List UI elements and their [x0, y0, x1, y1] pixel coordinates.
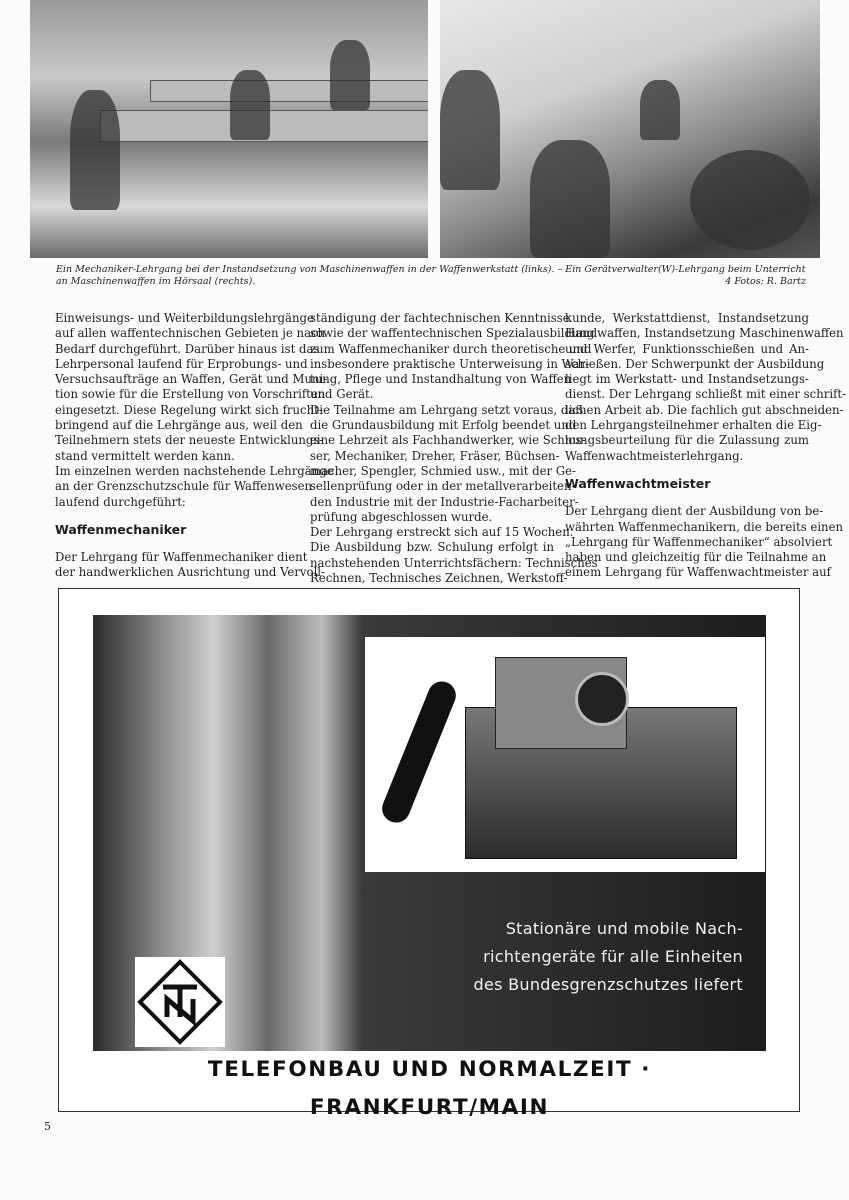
- text-line: Die Ausbildung bzw. Schulung erfolgt in: [310, 540, 554, 555]
- ad-photo-switchboard: [93, 615, 766, 1120]
- text-line: an der Grenzschutzschule für Waffenwesen: [55, 479, 313, 494]
- caption-text: Ein Mechaniker-Lehrgang bei der Instandsetzung von Maschinenwaffen in der Waffenwerkstatt (links). – Ein Gerätverwalter(W)-Lehrgang beim Unterricht an Maschinenwaffen im Hörsaal (rechts).: [56, 264, 806, 287]
- paragraph: [310, 402, 586, 525]
- photo-credit: 4 Fotos: R. Bartz: [725, 276, 806, 287]
- text-line: Die Teilnahme am Lehrgang setzt voraus, daß: [310, 402, 584, 417]
- photo-caption: [56, 264, 806, 288]
- text-line: die Grundausbildung mit Erfolg beendet und: [310, 418, 577, 433]
- paragraph: [55, 463, 334, 510]
- text-line: Bedarf durchgeführt. Darüber hinaus ist das: [55, 341, 320, 356]
- text-line: „Lehrgang für Waffenmechaniker“ absolviert: [565, 534, 833, 549]
- text-line: tion sowie für die Erstellung von Vorschriften: [55, 387, 326, 402]
- text-line: schießen. Der Schwerpunkt der Ausbildung: [565, 356, 825, 371]
- paragraph: [310, 525, 598, 586]
- text-line: den Lehrgangsteilnehmer erhalten die Eig-: [565, 418, 822, 433]
- rotary-dial-icon: [575, 672, 629, 726]
- text-line: ständigung der fachtechnischen Kenntnisse: [310, 311, 570, 325]
- tn-logo: [135, 957, 225, 1051]
- text-line: nachstehenden Unterrichtsfächern: Technisches: [310, 555, 598, 570]
- text-line: laufend durchgeführt:: [55, 494, 186, 509]
- slogan-line: des Bundesgrenzschutzes liefert: [473, 975, 743, 994]
- text-line: prüfung abgeschlossen wurde.: [310, 509, 493, 524]
- text-line: eingesetzt. Diese Regelung wirkt sich frucht-: [55, 402, 323, 417]
- text-line: währten Waffenmechanikern, die bereits einen: [565, 519, 844, 534]
- text-column-3: [565, 311, 847, 581]
- text-line: Einweisungs- und Weiterbildungslehrgänge: [55, 311, 314, 325]
- slogan-line: Stationäre und mobile Nach-: [505, 919, 743, 938]
- text-line: Waffenwachtmeisterlehrgang.: [565, 448, 744, 463]
- slogan-line: richtengeräte für alle Einheiten: [483, 947, 743, 966]
- text-line: zum Waffenmechaniker durch theoretische und: [310, 341, 592, 356]
- paragraph: [565, 311, 847, 464]
- text-line: tung, Pflege und Instandhaltung von Waffen: [310, 372, 572, 387]
- text-line: Der Lehrgang erstreckt sich auf 15 Wochen.: [310, 525, 574, 540]
- paragraph: [55, 550, 325, 581]
- text-line: sowie der waffentechnischen Spezialausbildung: [310, 326, 595, 341]
- page-number: 5: [44, 1120, 51, 1133]
- text-line: Im einzelnen werden nachstehende Lehrgänge: [55, 463, 334, 478]
- text-line: der handwerklichen Ausrichtung und Vervoll-: [55, 565, 325, 580]
- text-line: ser, Mechaniker, Dreher, Fräser, Büchsen-: [310, 448, 560, 463]
- text-line: Der Lehrgang für Waffenmechaniker dient: [55, 550, 308, 565]
- ad-slogan: [473, 915, 743, 999]
- text-line: den Industrie mit der Industrie-Facharbeiter-: [310, 494, 579, 509]
- text-line: stand vermittelt werden kann.: [55, 448, 235, 463]
- text-line: insbesondere praktische Unterweisung in War-: [310, 356, 590, 371]
- lecture-hall-photo: [440, 0, 820, 258]
- text-line: Lehrpersonal laufend für Erprobungs- und: [55, 356, 308, 371]
- text-line: lichen Arbeit ab. Die fachlich gut abschneiden-: [565, 402, 844, 417]
- text-line: haben und gleichzeitig für die Teilnahme an: [565, 550, 827, 565]
- text-line: Handwaffen, Instandsetzung Maschinenwaffen: [565, 326, 844, 341]
- paragraph: [565, 504, 844, 580]
- text-line: sellenprüfung oder in der metallverarbeiten-: [310, 479, 576, 494]
- text-line: liegt im Werkstatt- und Instandsetzungs-: [565, 372, 809, 387]
- text-line: kunde, Werkstattdienst, Instandsetzung: [565, 311, 809, 325]
- ad-photo-telephone-equipment: [365, 637, 765, 872]
- text-line: nungsbeurteilung für die Zulassung zum: [565, 433, 809, 448]
- workshop-photo: [30, 0, 428, 258]
- text-line: dienst. Der Lehrgang schließt mit einer schrift-: [565, 387, 847, 402]
- text-line: Teilnehmern stets der neueste Entwicklungs-: [55, 433, 324, 448]
- paragraph: [55, 311, 328, 464]
- handset-icon: [378, 677, 460, 827]
- text-line: Der Lehrgang dient der Ausbildung von be-: [565, 504, 824, 519]
- text-line: und Werfer, Funktionsschießen und An-: [565, 341, 809, 356]
- text-line: und Gerät.: [310, 387, 374, 402]
- text-line: auf allen waffentechnischen Gebieten je nach: [55, 326, 326, 341]
- advertisement: [58, 588, 800, 1120]
- text-line: bringend auf die Lehrgänge aus, weil den: [55, 418, 303, 433]
- text-line: macher, Spengler, Schmied usw., mit der Ge-: [310, 463, 577, 478]
- ad-brand-name: TELEFONBAU UND NORMALZEIT · FRANKFURT/MAIN: [93, 1051, 766, 1089]
- text-line: Rechnen, Technisches Zeichnen, Werkstoff-: [310, 571, 568, 586]
- paragraph: [310, 311, 595, 403]
- text-column-2: [310, 311, 598, 586]
- text-line: eine Lehrzeit als Fachhandwerker, wie Schlos-: [310, 433, 586, 448]
- section-heading: Waffenmechaniker: [55, 521, 187, 537]
- text-column-1: [55, 311, 334, 581]
- text-line: einem Lehrgang für Waffenwachtmeister auf: [565, 565, 831, 580]
- text-line: Versuchsaufträge an Waffen, Gerät und Muni-: [55, 372, 328, 387]
- section-heading: Waffenwachtmeister: [565, 475, 711, 491]
